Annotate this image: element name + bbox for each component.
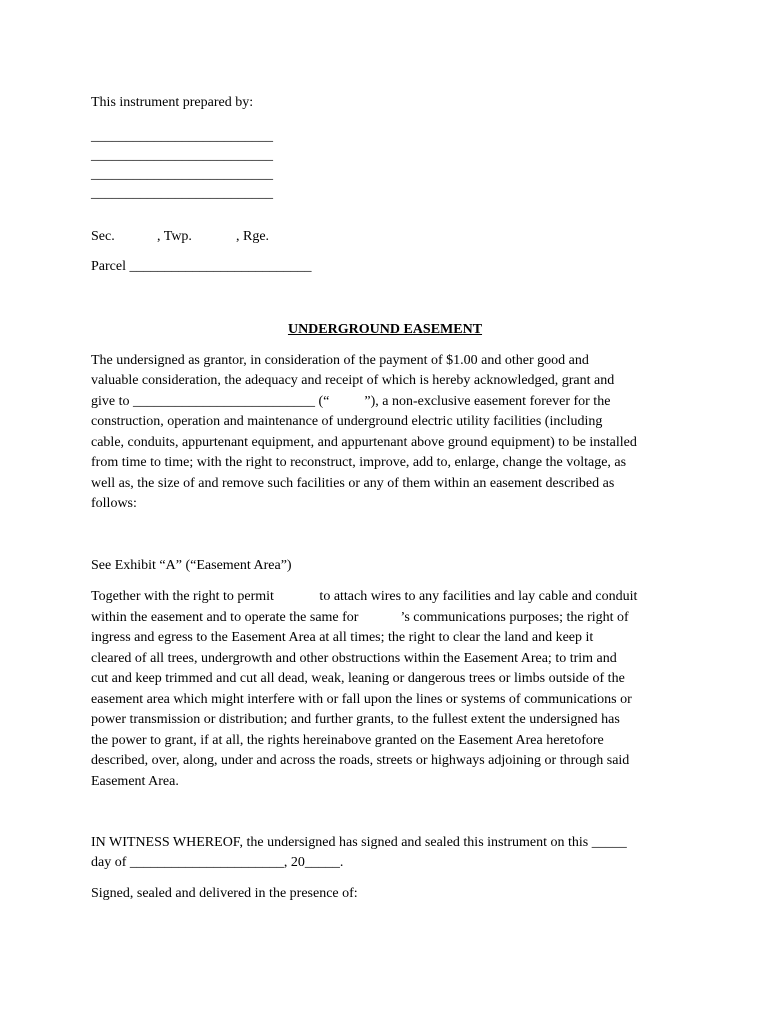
- para2-line-2: within the easement and to operate the same for ’s communications purposes; the right of: [91, 610, 629, 625]
- witness-line-2: day of ______________________, 20_____.: [91, 855, 344, 870]
- para2-line-10: Easement Area.: [91, 774, 179, 789]
- para2-line-3: ingress and egress to the Easement Area at all times; the right to clear the land and keep it: [91, 630, 594, 645]
- para2-line-6: easement area which might interfere with or fall upon the lines or systems of communications or: [91, 692, 632, 707]
- parcel-line: [91, 258, 311, 276]
- twp-label: , Twp.: [157, 229, 192, 244]
- witness-line-1: IN WITNESS WHEREOF, the undersigned has signed and sealed this instrument on this _____: [91, 835, 627, 850]
- preparer-line-4: __________________________: [91, 186, 273, 201]
- para2-line-9: described, over, along, under and across the roads, streets or highways adjoining or through said: [91, 753, 630, 768]
- para2-line-7: power transmission or distribution; and further grants, to the fullest extent the undersigned has: [91, 712, 620, 727]
- document-title: UNDERGROUND EASEMENT: [287, 322, 483, 337]
- para2-line-4: cleared of all trees, undergrowth and other obstructions within the Easement Area; to trim and: [91, 651, 617, 666]
- para1-line-8: follows:: [91, 496, 137, 511]
- para2-line-5: cut and keep trimmed and cut all dead, weak, leaning or dangerous trees or limbs outside of the: [91, 671, 625, 686]
- para1-line-7: well as, the size of and remove such facilities or any of them within an easement described as: [91, 476, 615, 491]
- prepared-by-label: This instrument prepared by:: [91, 95, 254, 110]
- preparer-line-3: __________________________: [91, 167, 273, 182]
- exhibit-reference: See Exhibit “A” (“Easement Area”): [91, 558, 292, 573]
- para1-line-4: construction, operation and maintenance of underground electric utility facilities (including: [91, 414, 603, 429]
- sec-label: Sec.: [91, 229, 115, 244]
- rge-label: , Rge.: [236, 229, 270, 244]
- para1-line-1: The undersigned as grantor, in consideration of the payment of $1.00 and other good and: [91, 353, 589, 368]
- para1-line-6: from time to time; with the right to reconstruct, improve, add to, enlarge, change the voltage, as: [91, 455, 627, 470]
- para1-line-3: give to __________________________ (“ ”), a non-exclusive easement forever for the: [91, 394, 611, 409]
- para1-line-2: valuable consideration, the adequacy and receipt of which is hereby acknowledged, grant and: [91, 373, 615, 388]
- signed-presence: Signed, sealed and delivered in the presence of:: [91, 886, 358, 901]
- para1-line-5: cable, conduits, appurtenant equipment, and appurtenant above ground equipment) to be installed: [91, 435, 637, 450]
- para2-line-1: Together with the right to permit to attach wires to any facilities and lay cable and conduit: [91, 589, 638, 604]
- preparer-line-1: __________________________: [91, 129, 273, 144]
- preparer-line-2: __________________________: [91, 148, 273, 163]
- parcel-label: Parcel: [91, 259, 126, 274]
- para2-line-8: the power to grant, if at all, the rights hereinabove granted on the Easement Area heretofore: [91, 733, 604, 748]
- parcel-blank: __________________________: [129, 259, 312, 274]
